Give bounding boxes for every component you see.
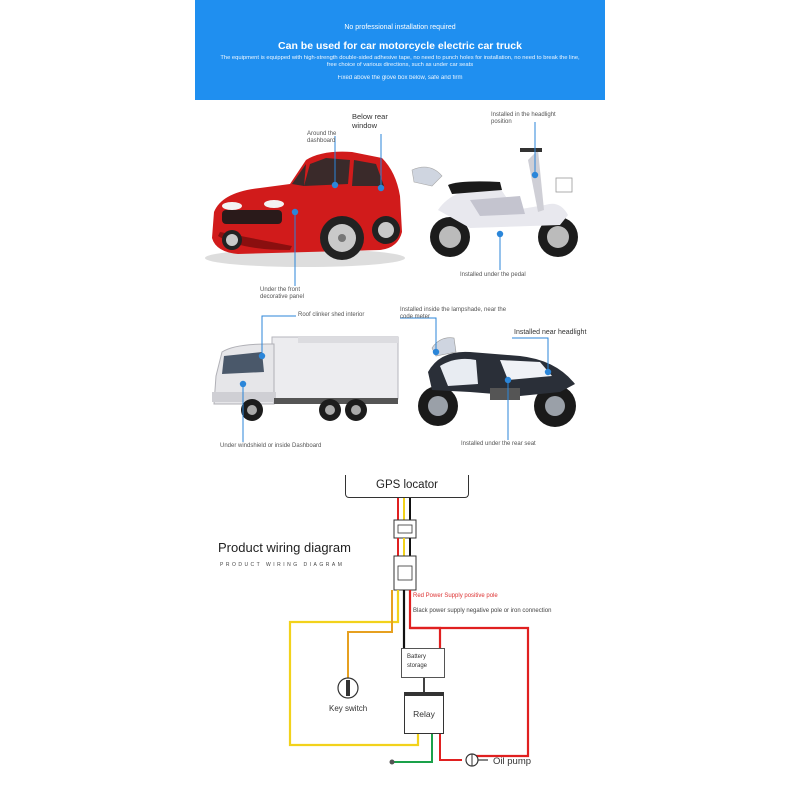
label-around-dashboard: Around the dashboard	[307, 131, 337, 144]
wiring-subtitle: PRODUCT WIRING DIAGRAM	[220, 562, 345, 568]
black-wire-note: Black power supply negative pole or iron connection	[413, 608, 552, 614]
callout-dot-roof	[259, 353, 265, 359]
battery-storage-box	[401, 648, 445, 678]
label-windshield: Under windshield or inside Dashboard	[220, 443, 322, 449]
callout-dot-dashboard	[332, 182, 338, 188]
connector-lower	[394, 556, 416, 590]
callout-dot-lampshade	[433, 349, 439, 355]
callout-dot-near-headlight	[545, 369, 551, 375]
oil-pump-label: Oil pump	[493, 756, 532, 767]
motorcycle-illustration	[418, 338, 576, 427]
scooter-illustration	[412, 148, 578, 257]
label-front-panel: Under the front decorative panel	[260, 287, 305, 300]
label-lampshade: Installed inside the lampshade, near the code meter	[400, 307, 507, 320]
banner-title: Can be used for car motorcycle electric car truck	[278, 40, 522, 52]
callout-dot-pedal	[497, 231, 503, 237]
car-illustration	[205, 152, 405, 267]
red-wire-note: Red Power Supply positive pole	[413, 593, 498, 599]
battery-line2: storage	[407, 663, 428, 669]
callout-dot-windshield	[240, 381, 246, 387]
banner-top-text: No professional installation required	[344, 24, 456, 31]
label-near-headlight: Installed near headlight	[514, 329, 587, 336]
key-switch-label: Key switch	[329, 704, 368, 713]
label-under-pedal: Installed under the pedal	[460, 272, 526, 278]
relay-box: Relay	[404, 692, 444, 734]
connector-upper	[394, 520, 416, 538]
callout-dot-front-panel	[292, 209, 298, 215]
callout-line-lampshade	[400, 318, 436, 352]
gps-locator-box: GPS locator	[345, 475, 469, 498]
banner-fixed-text: Fixed above the glove box below, safe and firm	[337, 75, 463, 81]
callout-dot-rear-window	[378, 185, 384, 191]
truck-illustration	[212, 337, 398, 421]
label-roof-clinker: Roof clinker shed interior	[298, 312, 365, 318]
battery-line1: Battery	[407, 654, 427, 660]
banner-description: The equipment is equipped with high-strength double-sided adhesive tape, no need to punch holes for installation, no need to break the line, free choice of various directions, such as under car seats	[220, 55, 580, 68]
label-rear-seat: Installed under the rear seat	[461, 441, 536, 447]
wiring-title: Product wiring diagram	[218, 540, 351, 555]
callout-dot-headlight-position	[532, 172, 538, 178]
label-below-rear-window: Below rear window	[352, 112, 388, 130]
callout-dot-rear-seat	[505, 377, 511, 383]
label-headlight-position: Installed in the headlight position	[491, 112, 556, 125]
